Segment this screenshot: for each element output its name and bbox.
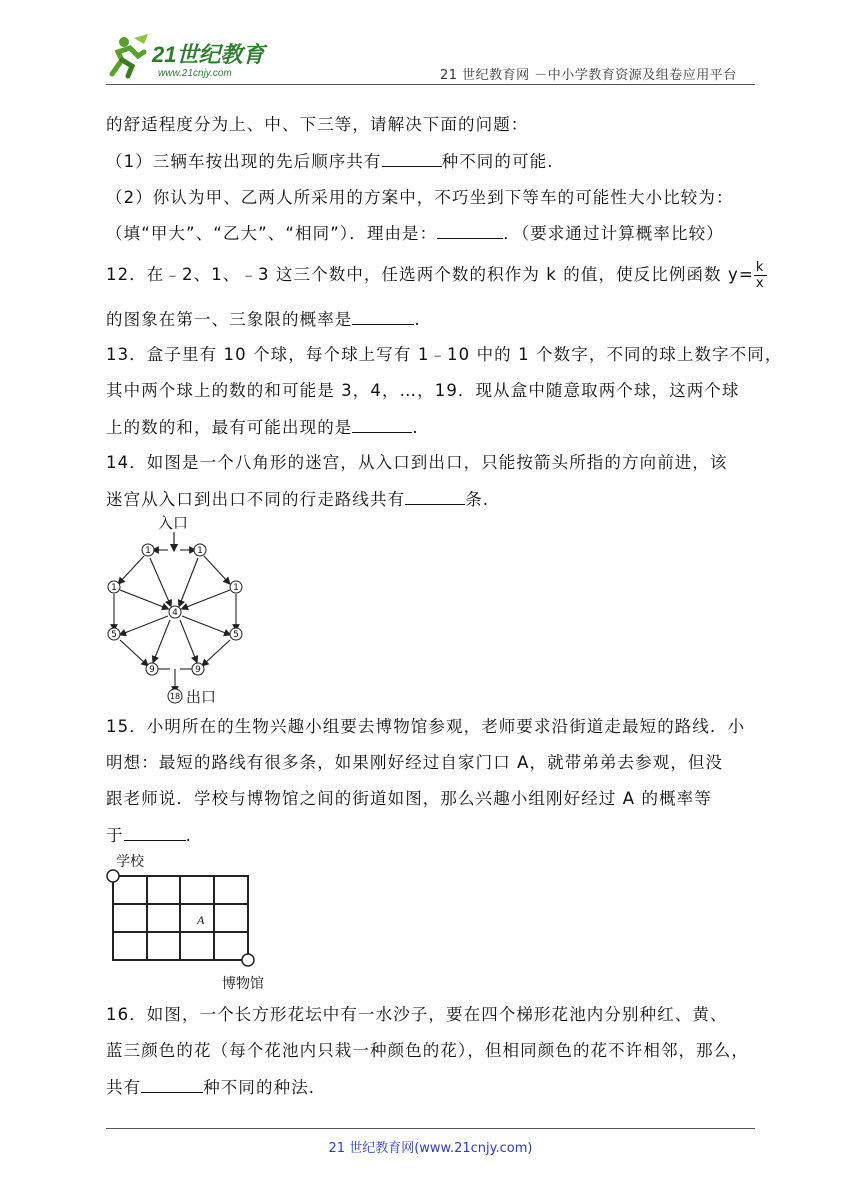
question-15: 15．小明所在的生物兴趣小组要去博物馆参观，老师要求沿街道走最短的路线．小: [106, 717, 746, 736]
street-grid-figure: [100, 850, 280, 995]
answer-blank: [405, 488, 465, 505]
question-16: 16．如图，一个长方形花坛中有一水沙子，要在四个梯形花池内分别种红、黄、: [106, 1005, 728, 1024]
site-title: 21 世纪教育网 －中小学教育资源及组卷应用平台: [440, 68, 737, 83]
answer-blank: [141, 1076, 203, 1093]
maze-entry-label: 入口: [158, 514, 189, 532]
text-line: 于 .: [106, 826, 192, 845]
school-label: 学校: [116, 854, 144, 870]
question-1-part-1: （1）三辆车按出现的先后顺序共有 种不同的可能.: [106, 152, 554, 171]
runner-icon: [112, 34, 148, 76]
museum-label: 博物馆: [222, 976, 264, 992]
maze-exit-label: 出口: [186, 688, 217, 706]
museum-point: [242, 954, 254, 966]
answer-blank: [382, 150, 442, 167]
svg-text:18: 18: [169, 692, 181, 701]
answer-blank: [352, 416, 412, 433]
svg-text:5: 5: [233, 630, 239, 640]
question-1-part-2: （2）你认为甲、乙两人所采用的方案中，不巧坐到下等车的可能性大小比较为：: [106, 188, 734, 207]
text-line: 迷宫从入口到出口不同的行走路线共有 条.: [106, 490, 490, 509]
svg-text:1: 1: [111, 583, 117, 593]
school-point: [107, 870, 119, 882]
svg-text:1: 1: [145, 546, 151, 556]
header-divider: [106, 84, 755, 85]
logo-url: www.21cnjy.com: [158, 68, 232, 79]
answer-blank: [437, 222, 503, 239]
svg-text:5: 5: [111, 630, 117, 640]
text-line: 的图象在第一、三象限的概率是 .: [106, 310, 421, 329]
footer-divider: [106, 1128, 755, 1129]
text-line: 明想：最短的路线有很多条，如果刚好经过自家门口 A，就带弟弟去参观，但没: [106, 753, 724, 772]
site-logo: [104, 30, 284, 82]
answer-blank: [352, 308, 414, 325]
question-12: 12．在﹣2、1、﹣3 这三个数中，任选两个数的积作为 k 的值，使反比例函数 y= $\frac{k}{x}$: [106, 260, 765, 291]
svg-text:1: 1: [197, 546, 203, 556]
text-line: 的舒适程度分为上、中、下三等，请解决下面的问题：: [106, 115, 529, 134]
footer-link[interactable]: 21 世纪教育网(www.21cnjy.com): [328, 1141, 533, 1156]
question-14: 14．如图是一个八角形的迷宫，从入口到出口，只能按箭头所指的方向前进，该: [106, 453, 728, 472]
text-line: 跟老师说．学校与博物馆之间的街道如图，那么兴趣小组刚好经过 A 的概率等: [106, 789, 712, 808]
text-line: 蓝三颜色的花（每个花池内只栽一种颜色的花），但相同颜色的花不许相邻，那么，: [106, 1041, 749, 1060]
octagon-maze-figure: [100, 512, 260, 708]
text-line: 上的数的和，最有可能出现的是 .: [106, 418, 419, 437]
svg-text:1: 1: [233, 583, 239, 593]
svg-text:4: 4: [172, 608, 178, 618]
point-a-label: A: [197, 913, 205, 927]
text-line: 共有 种不同的种法.: [106, 1078, 316, 1097]
logo-text: 21世纪教育: [152, 42, 265, 67]
text-line: （填“甲大”、“乙大”、“相同”）．理由是： ．（要求通过计算概率比较）: [106, 224, 724, 243]
fraction-k-over-x: $\frac{k}{x}$: [755, 260, 765, 291]
svg-text:9: 9: [195, 665, 201, 675]
text-line: 其中两个球上的数的和可能是 3，4，…，19．现从盒中随意取两个球，这两个球: [106, 381, 740, 400]
question-13: 13．盒子里有 10 个球，每个球上写有 1﹣10 中的 1 个数字，不同的球上数字不同，: [106, 345, 783, 364]
answer-blank: [124, 824, 186, 841]
svg-text:9: 9: [149, 665, 155, 675]
